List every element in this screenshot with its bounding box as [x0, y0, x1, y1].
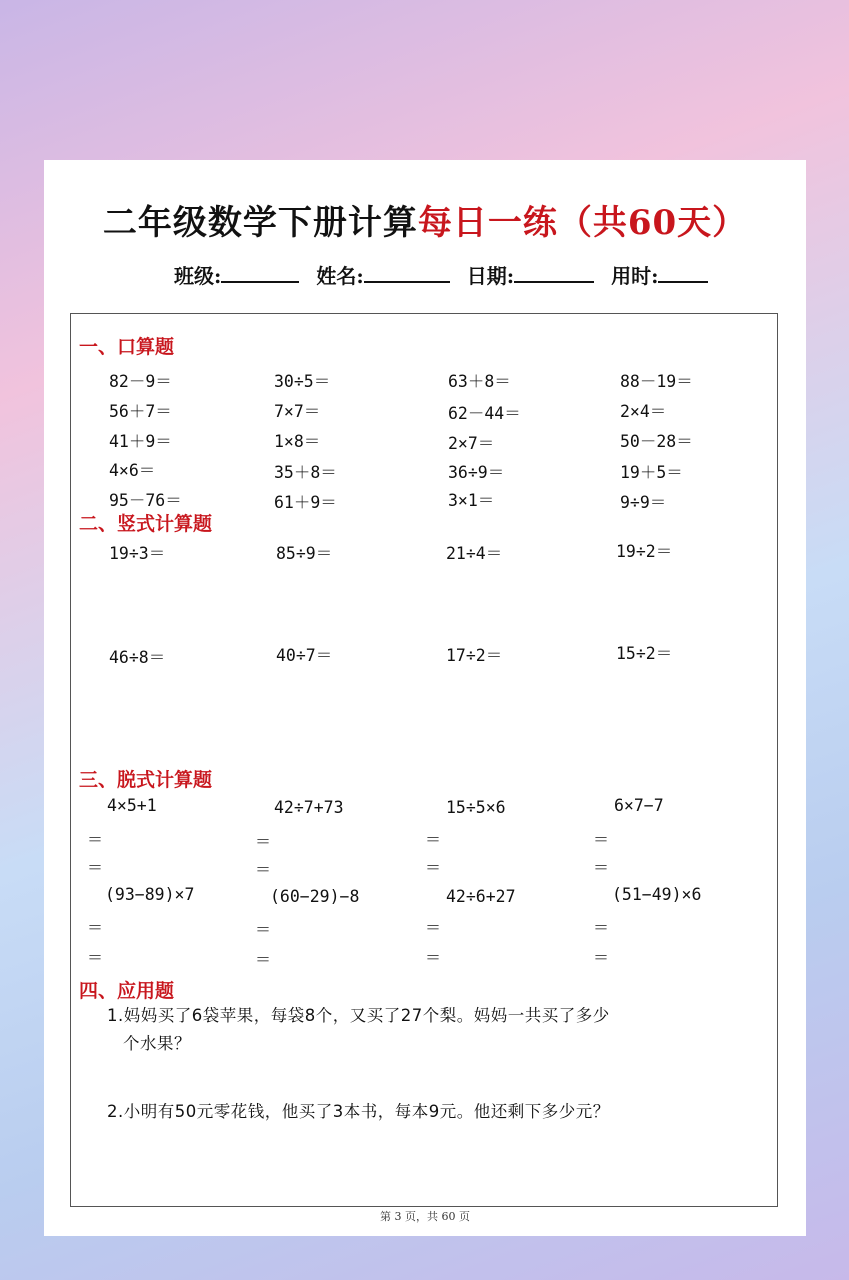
name-label: 姓名:	[316, 264, 364, 288]
date-blank[interactable]	[514, 263, 594, 283]
oral-item: 4×6＝	[109, 461, 156, 480]
vertical-item: 15÷2＝	[616, 644, 673, 663]
stepwise-item: (60−29)−8	[270, 887, 360, 906]
time-label: 用时:	[611, 264, 659, 288]
equals-sign: ＝	[87, 948, 104, 967]
worksheet-page	[44, 160, 806, 1236]
equals-sign: ＝	[87, 830, 104, 849]
equals-sign: ＝	[255, 950, 272, 969]
equals-sign: ＝	[87, 858, 104, 877]
oral-item: 88－19＝	[620, 372, 693, 391]
oral-item: 30÷5＝	[274, 372, 331, 391]
oral-item: 3×1＝	[448, 491, 495, 510]
equals-sign: ＝	[593, 830, 610, 849]
oral-item: 95－76＝	[109, 491, 182, 510]
word-problem-1-line-2: 个水果？	[123, 1034, 191, 1053]
oral-item: 63＋8＝	[448, 372, 511, 391]
class-label: 班级:	[174, 264, 222, 288]
stepwise-item: 6×7−7	[614, 796, 664, 815]
equals-sign: ＝	[593, 948, 610, 967]
class-blank[interactable]	[221, 263, 299, 283]
vertical-item: 19÷2＝	[616, 542, 673, 561]
date-label: 日期:	[466, 264, 515, 288]
stepwise-item: (93−89)×7	[105, 885, 195, 904]
oral-item: 2×7＝	[448, 434, 495, 453]
equals-sign: ＝	[255, 832, 272, 851]
oral-item: 19＋5＝	[620, 463, 683, 482]
equals-sign: ＝	[255, 920, 272, 939]
section-vertical-heading: 二、竖式计算题	[79, 513, 213, 535]
oral-item: 41＋9＝	[109, 432, 172, 451]
equals-sign: ＝	[593, 858, 610, 877]
word-problem-1-line-1: 1.妈妈买了6袋苹果，每袋8个，又买了27个梨。妈妈一共买了多少	[107, 1006, 610, 1025]
name-blank[interactable]	[364, 263, 450, 283]
page-title	[44, 195, 806, 244]
equals-sign: ＝	[255, 860, 272, 879]
stepwise-item: (51−49)×6	[612, 885, 702, 904]
oral-item: 61＋9＝	[274, 493, 337, 512]
student-info-line	[174, 260, 718, 289]
oral-item: 62－44＝	[448, 404, 521, 423]
time-blank[interactable]	[658, 263, 708, 283]
oral-item: 7×7＝	[274, 402, 321, 421]
oral-item: 1×8＝	[274, 432, 321, 451]
word-problem-2: 2.小明有50元零花钱，他买了3本书，每本9元。他还剩下多少元？	[107, 1102, 610, 1121]
equals-sign: ＝	[425, 858, 442, 877]
equals-sign: ＝	[593, 918, 610, 937]
page-footer: 第 3 页，共 60 页	[380, 1210, 470, 1223]
vertical-item: 21÷4＝	[446, 544, 503, 563]
vertical-item: 40÷7＝	[276, 646, 333, 665]
equals-sign: ＝	[425, 948, 442, 967]
section-word-problems-heading: 四、应用题	[79, 980, 175, 1002]
equals-sign: ＝	[425, 830, 442, 849]
stepwise-item: 4×5+1	[107, 796, 157, 815]
stepwise-item: 42÷7+73	[274, 798, 344, 817]
stepwise-item: 15÷5×6	[446, 798, 506, 817]
oral-item: 50－28＝	[620, 432, 693, 451]
oral-item: 56＋7＝	[109, 402, 172, 421]
section-stepwise-heading: 三、脱式计算题	[79, 769, 213, 791]
vertical-item: 85÷9＝	[276, 544, 333, 563]
oral-item: 82－9＝	[109, 372, 172, 391]
vertical-item: 17÷2＝	[446, 646, 503, 665]
oral-item: 9÷9＝	[620, 493, 667, 512]
exercise-box	[70, 313, 778, 1207]
vertical-item: 46÷8＝	[109, 648, 166, 667]
vertical-item: 19÷3＝	[109, 544, 166, 563]
oral-item: 35＋8＝	[274, 463, 337, 482]
equals-sign: ＝	[87, 918, 104, 937]
oral-item: 36÷9＝	[448, 463, 505, 482]
title-red-part: 每日一练（共60天）	[417, 203, 748, 243]
equals-sign: ＝	[425, 918, 442, 937]
stepwise-item: 42÷6+27	[446, 887, 516, 906]
title-black-part: 二年级数学下册计算	[102, 203, 418, 243]
section-oral-heading: 一、口算题	[79, 336, 175, 358]
oral-item: 2×4＝	[620, 402, 667, 421]
